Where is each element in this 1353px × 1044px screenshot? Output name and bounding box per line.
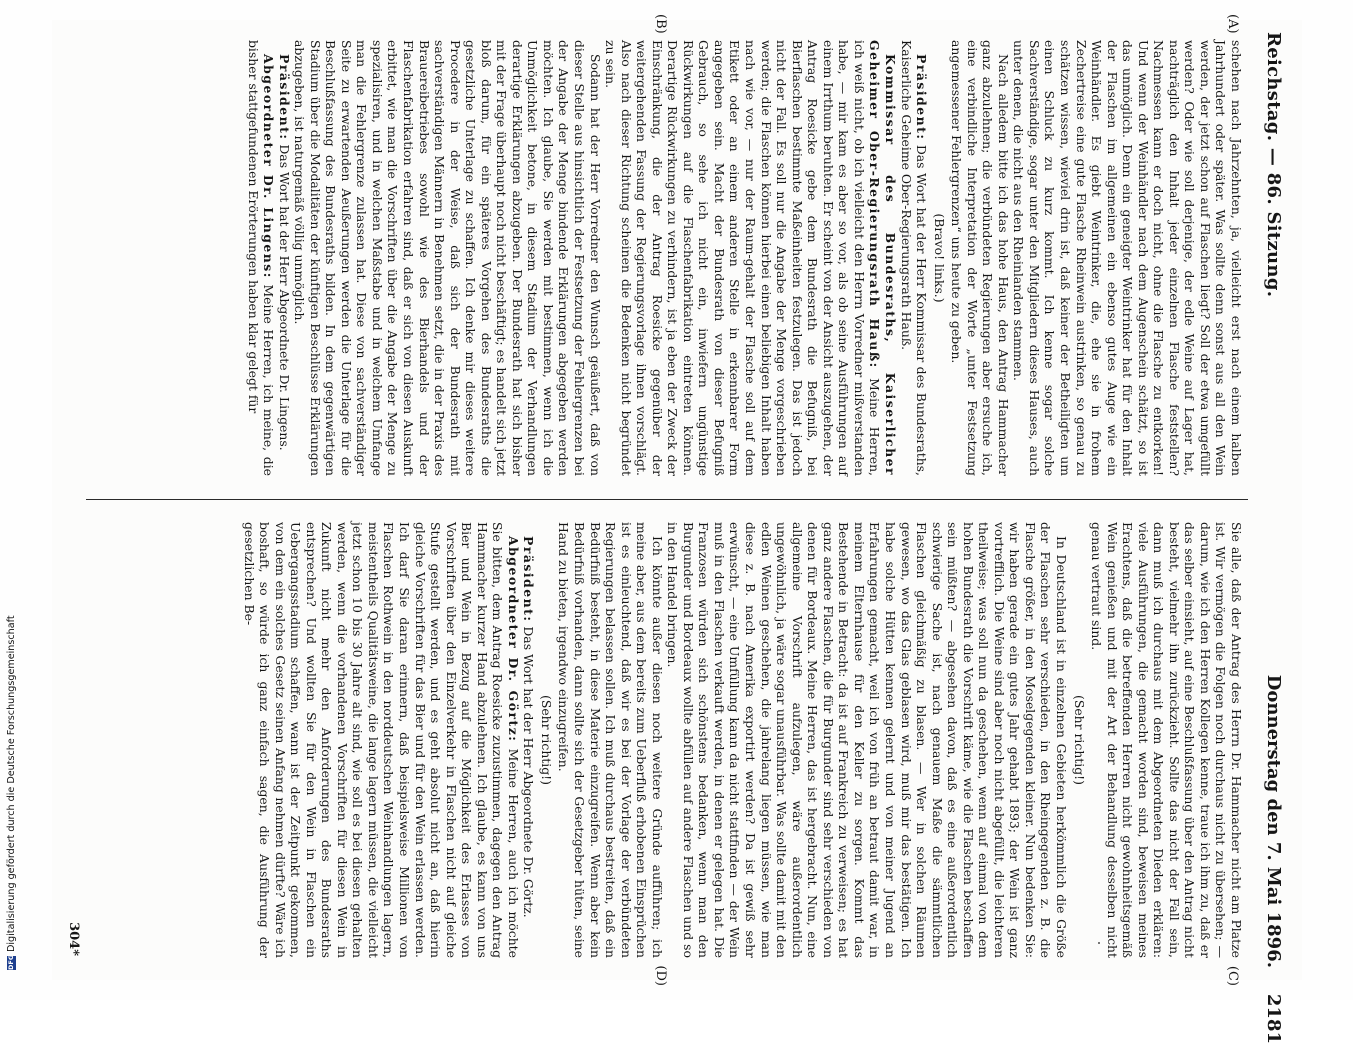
margin-marker-c: (C): [1224, 965, 1240, 986]
speaker-name: Abgeordneter Dr. Görtz:: [505, 536, 521, 743]
page-number: 2181: [1262, 993, 1284, 1044]
digitization-credit: [2, 500, 20, 970]
text-paragraph: [1088, 522, 1243, 958]
text-paragraph: [664, 522, 1068, 958]
speaker-name: Präsident:: [520, 536, 536, 623]
paragraph-text: Das Wort hat der Herr Abgeordnete Dr. Lingens.: [276, 144, 292, 451]
speech-paragraph: [520, 522, 536, 958]
scan-speck: [1098, 942, 1100, 944]
margin-marker-d: (D): [652, 965, 668, 986]
paragraph-text: schehen nach Jahrzehnten, ja, vielleicht erst nach einem halben Jahrhundert oder später. Was sollte denn sonst aus all den Wein werden, der jetzt schon auf Flaschen liegt? Soll der etwa umgefüllt werden? Oder wie soll derjenige, der edle Weine auf Lager hat, nachträglich den Inhalt jeder einzelnen Flasche feststellen? Nachmessen kann er doch nicht, ohne die Flasche zu entkorken! Und wenn der Weinhändler nach dem Augenschein schätzt, so ist das unmöglich. Denn ein geneigter Weintrinker hat für den Inhalt der Flaschen im allgemeinen ein ebenso gutes Auge wie ein Weinhändler. Es giebt Weintrinker, die, ehe sie in frohem Zechertreise eine gute Flasche Rheinwein austrinken, so genau zu schätzen wissen, wieviel drin ist, daß keiner der Betheiligten um einen Schluck zu kurz kommt. Ich kenne sogar solche Sachverständige, sogar unter den Mitgliedern dieses Hauses, auch unter denen, die nicht aus den Rheinlanden stammen.: [1010, 40, 1244, 476]
margin-marker-b: (B): [652, 14, 668, 34]
left-text-column: [96, 40, 1244, 476]
speech-paragraph: [897, 40, 928, 476]
paragraph-text: Das Wort hat der Herr Abgeordnete Dr. Görtz.: [520, 626, 536, 918]
column-divider: [86, 499, 1248, 500]
speaker-name: Präsident:: [276, 54, 292, 141]
speech-paragraph: [276, 40, 292, 476]
paragraph-text: Meine Herren, ich meine, die bisher stattgefundenen Erörterungen haben klar gelegt für: [245, 40, 276, 476]
interjection: (Sehr richtig!): [538, 695, 554, 785]
rotated-document-page: [52, 14, 1302, 1044]
speaker-name: Abgeordneter Dr. Lingens:: [260, 54, 276, 279]
speech-paragraph: [245, 40, 276, 476]
dfg-logo-icon: DFG: [6, 954, 15, 970]
page-header: [1258, 32, 1284, 968]
margin-marker-a: (A): [1224, 14, 1240, 34]
speaker-name: Kommissar des Bundesraths, Kaiserlicher Geheimer Ober-Regierungsrath Hauß:: [866, 40, 898, 476]
text-paragraph: [948, 40, 1010, 476]
text-paragraph: [291, 40, 602, 476]
right-text-column: [96, 522, 1244, 958]
speech-paragraph: [241, 522, 521, 958]
paragraph-text: Das Wort hat der Herr Kommissar des Bundesraths, Kaiserliche Geheime Ober-Regierungsrath Hauß.: [898, 40, 929, 476]
paragraph-text: Meine Herren, auch ich möchte Sie bitten, dem Antrag Roesicke zuzustimmen, dagegen den Antrag Hammacher kurzer Hand abzulehnen. Ich glaube, es kann von uns Bier und Wein in Bezug auf die Möglichkeit des Erlasses von Vorschriften über den Einzelverkehr in Flaschen nicht auf gleiche Stufe gestellt werden, und es geht absolut nicht an, daß hierin gleiche Vorschriften für das Bier und für den Wein erlassen werden. Ich darf Sie daran erinnern, daß beispielsweise Millionen von Flaschen Rothwein in den norddeutschen Weinhandlungen lagern, meistentheils Qualitätsweine, die lange lagern müssen, die vielleicht jetzt schon 10 bis 30 Jahre alt sind, wie soll es bei diesen gehalten werden, wenn die vorhandenen Vorschriften für diesen Wein in Zukunft nicht mehr den Anforderungen des Bundesraths entsprechen? Und wollten Sie für den Wein in Flaschen ein Uebergangsstadium schaffen, wann ist der Zeitpunkt gekommen, von dem ein solches Gesetz seinen Anfang nehmen dürfte? Wäre ich boshaft, so würde ich ganz einfach sagen, die Ausführung der gesetzlichen Be-: [241, 522, 521, 958]
footer-signature-number: 304*: [65, 922, 81, 956]
text-paragraph: [555, 522, 664, 958]
header-date: Donnerstag den 7. Mai 1896.: [1262, 674, 1284, 968]
interjection: (Bravo! links.): [931, 213, 947, 303]
paragraph-text: Nach alledem bitte ich das hohe Haus, den Antrag Hammacher ganz abzulehnen; die verbündeten Regierungen aber ersuche ich, eine verbindliche Interpretation der Worte „unter Festsetzung angemessener Fehlergrenzen“ uns heute zu geben.: [948, 40, 1011, 476]
speech-paragraph: [602, 40, 897, 476]
text-paragraph: [1010, 40, 1243, 476]
paragraph-text: Meine Herren, ich weiß nicht, ob ich vielleicht den Herrn Vorredner mißverstanden habe, — mir kam es aber so vor, als ob seine Ausführungen auf einem Irrthum beruhten. Er scheint von der Ansicht auszugehen, der Antrag Roesicke gebe dem Bundesrath die Befugniß, bei Bierflaschen bestimmte Maßeinheiten festzulegen. Das ist jedoch nicht der Fall. Es soll nur die Angabe der Menge vorgeschrieben werden; die Flaschen können hierbei einen beliebigen Inhalt haben nach wie vor, — nur der Raum-gehalt der Flasche soll auf dem Etikett oder an einem anderen Stelle in erkennbarer Form angegeben sein. Macht der Bundesrath von dieser Befugniß Gebrauch, so sehe ich nicht ein, inwiefern ungünstige Rückwirkungen auf die Flaschenfabrikation eintreten können. Derartige Rückwirkungen zu verhindern, ist ja eben der Zweck der Einschränkung, die der Antrag Roesicke gegenüber der weitergehenden Fassung der Regierungsvorlage ihnen vorschlägt. Also nach dieser Richtung scheinen die Bedenken nicht begründet zu sein.: [602, 40, 882, 476]
header-session-title: Reichstag. — 86. Sitzung.: [1262, 32, 1284, 298]
paragraph-text: In Deutschland ist in einzelnen Gebieten herkömmlich die Größe der Flaschen sehr verschieden, in den Rheingegenden z. B. die Flasche größer, in den Moselgegenden kleiner. Nun bedenken Sie: wir haben gerade ein gutes Jahr gehabt 1893; der Wein ist ganz vortrefflich. Die Weine sind aber noch nicht abgefüllt, die leichteren theilweise; was soll nun da geschehen, wenn auf einmal von dem hohen Bundesrath die Vorschrift käme, wie die Flaschen beschaffen sein müßten? — abgesehen davon, daß es eine außerordentlich schwierige Sache ist, nach genauem Maße die sämmtlichen Flaschen gleichmäßig zu blasen. — Wer in solchen Räumen gewesen, wo das Glas geblasen wird, muß mir das bestätigen. Ich habe solche Hütten kennen gelernt und von meiner Jugend an Erfahrungen gemacht, weil ich von früh an betraut damit war, in meinem Elternhause für den Keller zu sorgen. Kommt das Bestehende in Betracht: da ist auf Frankreich zu verweisen; es hat ganz andere Flaschen, die für Burgunder sind sehr verschieden von denen für Bordeaux. Meine Herren, das ist hergebracht. Nun, eine allgemeine Vorschrift aufzulegen, wäre außerordentlich ungewöhnlich, ja wäre sogar unausführbar. Was sollte damit mit den edlen Weinen geschehen, die jahrelang liegen müssen, wie man diese z. B. nach Amerika exportirt werden? Da ist gewiß sehr erwünscht, — eine Umfüllung kann da nicht stattfinden — der Wein muß in den Flaschen verkauft werden, in denen er gelegen hat. Die Franzosen würden sich schönstens bedanken, wenn man den Burgunder und Bordeaux wollte abfüllen auf andere Flaschen und so in den Handel bringen.: [664, 522, 1069, 958]
paragraph-text: Sodann hat der Herr Vorredner den Wunsch geäußert, daß von dieser Stelle aus hinsichtlich der Festsetzung der Fehlergrenzen bei der Angabe der Menge bindende Erklärungen abgegeben werden möchten. Ich glaube, Sie werden mit bestimmen, wenn ich die Unmöglichkeit betone, in diesem Stadium der Verhandlungen derartige Erklärungen abzugeben. Der Bundesrath hat sich bisher mit der Frage überhaupt noch nicht beschäftigt; es handelt sich jetzt bloß darum, für ein späteres Vorgehen des Bundesraths die gesetzliche Unterlage zu schaffen. Ich denke mir dieses weitere Procedere in der Weise, daß sich der Bundesrath mit sachverständigen Männern in Benehmen setzt, die in der Praxis des Brauereibetriebes sowohl wie des Bierhandels und der Flaschenfabrikation erfahren sind, daß er sich von diesen Auskunft erbittet, wie man die Vorschriften über die Angabe der Menge zu spezialisiren, und in welchen Maßstabe und in welchem Umfange man die Fehlergrenze zulassen hat. Diese von sachverständiger Seite zu erwartenden Aeußerungen werden die Unterlage für die Beschlußfassung des Bundesraths bilden. In dem gegenwärtigen Stadium über die Modalitäten der künftigen Beschlüsse Erklärungen abzugeben, ist naturgemäß völlig unmöglich.: [291, 40, 603, 476]
interjection: (Sehr richtig!): [1071, 695, 1087, 785]
speaker-name: Präsident:: [913, 54, 929, 141]
paragraph-text: Ich könnte außer diesen noch weitere Gründe aufführen; ich meine aber, aus dem bereits zum Ueberfluß erhobenen Einsprüchen ist es einleuchtend, daß wir es bei der Vorlage der verbündeten Regierungen belassen sollen. Ich muß durchaus bestreiten, daß ein Bedürfniß besteht, in diese Materie einzugreifen. Wenn aber kein Bedürfniß vorhanden, dann sollte sich der Gesetzgeber hüten, seine Hand zu bieten, irgendwo einzugreifen.: [555, 522, 665, 958]
credit-text: Digitalisierung gefördert durch die Deutsche Forschungsgemeinschaft: [5, 615, 17, 952]
paragraph-text: Sie alle, daß der Antrag des Herrn Dr. Hammacher nicht am Platze ist. Wir vermögen die Folgen noch durchaus nicht zu übersehen; — darum, wie ich den Herren Kollegen kenne, traue ich ihm zu, daß er das selber einsieht, auf eine Beschlußfassung über den Antrag nicht besteht, vielmehr ihn zurückzieht. Sollte das nicht der Fall sein, dann muß ich durchaus mit dem Abgeordneten Dieden erklären: viele Ausführungen, die gemacht worden sind, beweisen meines Erachtens, daß die betreffenden Herren nicht gewohnheitsgemäß Wein genießen und mit der Art der Behandlung desselben nicht genau vertraut sind.: [1088, 522, 1244, 958]
